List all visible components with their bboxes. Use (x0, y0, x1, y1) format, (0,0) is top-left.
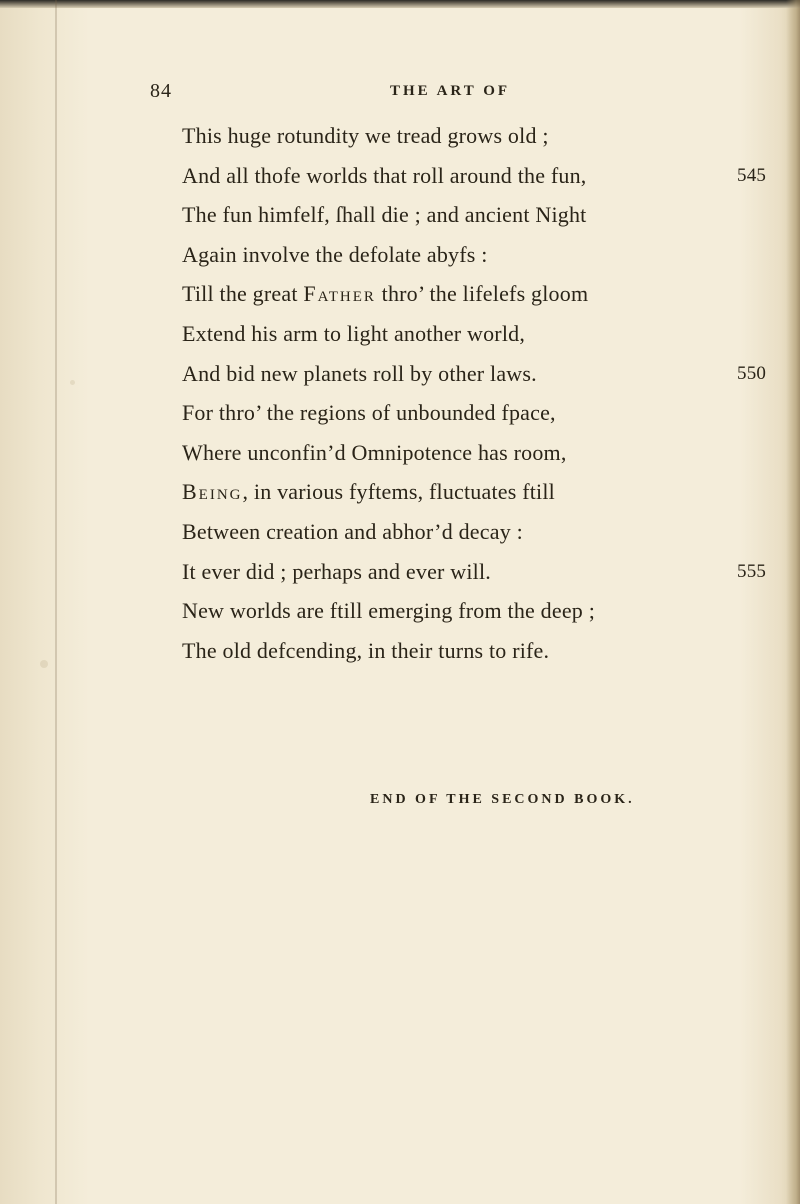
running-title: THE ART OF (390, 83, 511, 99)
page-number: 84 (150, 80, 172, 102)
paper-stain (70, 380, 75, 385)
verse-line (182, 116, 742, 156)
verse-line (182, 512, 742, 552)
verse-line (182, 393, 742, 433)
end-of-book-note: END OF THE SECOND BOOK. (370, 792, 635, 807)
verse-line (182, 472, 742, 512)
verse-line (182, 552, 767, 592)
small-caps-word: Father (303, 281, 376, 307)
verse-line (182, 195, 742, 235)
verse-text: And all thofe worlds that roll around the fun, (182, 162, 587, 188)
verse-line (182, 235, 742, 275)
small-caps-word: Being (182, 479, 243, 505)
verse-text: Again involve the defolate abyfs : (182, 241, 488, 267)
verse-text-post: , in various fyftems, fluctuates ftill (242, 479, 555, 505)
verse-text: This huge rotundity we tread grows old ; (182, 123, 549, 148)
verse-text-post: thro’ the lifelefs gloom (375, 281, 589, 307)
verse-line (182, 274, 742, 314)
line-number: 545 (737, 164, 767, 186)
verse-text: The old defcending, in their turns to rife. (182, 637, 550, 663)
line-number: 555 (737, 560, 767, 582)
page-top-edge (0, 0, 800, 8)
verse-text: It ever did ; perhaps and ever will. (182, 558, 491, 584)
verse-line (182, 354, 767, 394)
verse-line (182, 433, 742, 473)
line-number: 550 (737, 362, 767, 384)
page-right-edge (786, 0, 800, 1204)
verse-text: Where unconfin’d Omnipotence has room, (182, 439, 567, 465)
verse-text: Extend his arm to light another world, (182, 320, 526, 346)
verse-text: New worlds are ftill emerging from the deep ; (182, 598, 596, 624)
verse-line (182, 591, 742, 631)
paper-stain (40, 660, 48, 668)
verse-text-pre: Till the great (182, 281, 304, 307)
verse-line (182, 631, 742, 671)
verse-line (182, 156, 767, 196)
poem-verse (182, 116, 767, 670)
binding-crease (55, 0, 57, 1204)
running-head (150, 80, 770, 110)
verse-line (182, 314, 742, 354)
verse-text: For thro’ the regions of unbounded fpace, (182, 400, 556, 426)
verse-text: The fun himfelf, ſhall die ; and ancient Night (182, 202, 587, 228)
verse-text: And bid new planets roll by other laws. (182, 360, 537, 386)
verse-text: Between creation and abhor’d decay : (182, 518, 523, 544)
